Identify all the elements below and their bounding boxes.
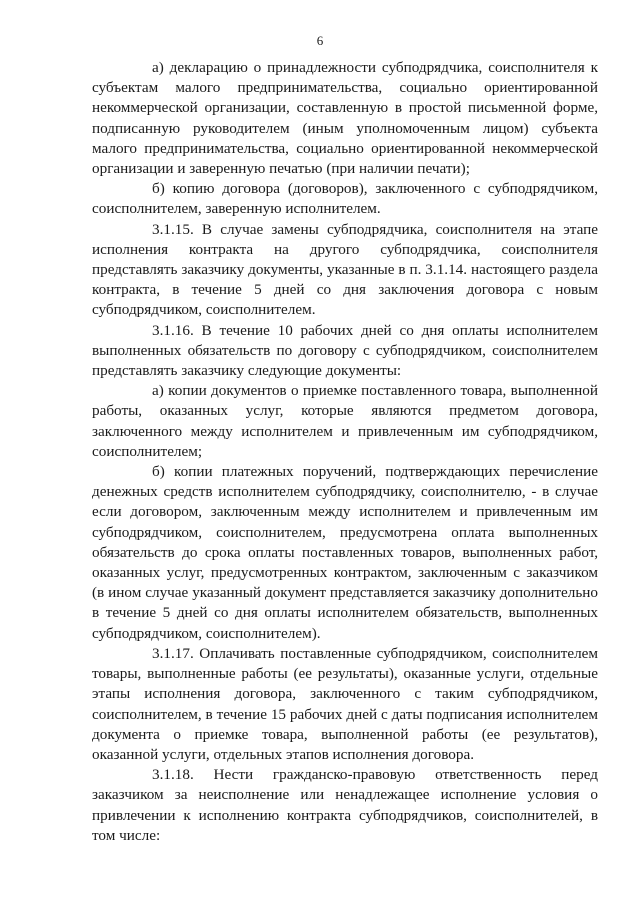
paragraph-declaration: а) декларацию о принадлежности субподрядчика, соисполнителя к субъектам малого предпринимательства, социально ориентированной некоммерческой организации, составленную в простой письменной форме, подписанную руководителем (иным уполномоченным лицом) субъекта малого предпринимательства, социально ориентированной некоммерческой организации и заверенную печатью (при наличии печати);: [92, 59, 598, 178]
paragraph-acceptance-docs: а) копии документов о приемке поставленного товара, выполненной работы, оказанных услуг, которые являются предметом договора, заключенного между исполнителем и привлеченным им субподрядчиком, соисполнителем;: [92, 382, 598, 460]
paragraph-3-1-16: 3.1.16. В течение 10 рабочих дней со дня оплаты исполнителем выполненных обязательств по договору с субподрядчиком, соисполнителем представлять заказчику следующие документы:: [92, 321, 598, 380]
paragraph-3-1-18: 3.1.18. Нести гражданско-правовую ответственность перед заказчиком за неисполнение или ненадлежащее исполнение условия о привлечении к исполнению контракта субподрядчиков, соисполнителей, в том числе:: [92, 766, 598, 844]
paragraph-3-1-15: 3.1.15. В случае замены субподрядчика, соисполнителя на этапе исполнения контракта на другого субподрядчика, соисполнителя представлять заказчику документы, указанные в п. 3.1.14. настоящего раздела контракта, в течение 5 дней со дня заключения договора с новым субподрядчиком, соисполнителем.: [92, 220, 598, 319]
page-number: 6: [316, 33, 324, 48]
document-body: [92, 58, 598, 846]
paragraph-contract-copy: б) копию договора (договоров), заключенного с субподрядчиком, соисполнителем, заверенную исполнителем.: [92, 180, 598, 218]
paragraph-payment-orders: б) копии платежных поручений, подтверждающих перечисление денежных средств исполнителем субподрядчику, соисполнителю, - в случае если договором, заключенным между исполнителем и привлеченным им субподрядчиком, соисполнителем, предусмотрена оплата выполненных обязательств до срока оплаты поставленных товаров, выполненных работ, оказанных услуг, предусмотренных контрактом, заключенным с заказчиком (в ином случае указанный документ представляется заказчику дополнительно в течение 5 дней со дня оплаты исполнителем обязательств, выполненных субподрядчиком, соисполнителем).: [92, 463, 598, 642]
paragraph-3-1-17: 3.1.17. Оплачивать поставленные субподрядчиком, соисполнителем товары, выполненные работы (ее результаты), оказанные услуги, отдельные этапы исполнения договора, заключенного с таким субподрядчиком, соисполнителем, в течение 15 рабочих дней с даты подписания исполнителем документа о приемке товара, выполненной работы (ее результатов), оказанной услуги, отдельных этапов исполнения договора.: [92, 644, 598, 763]
